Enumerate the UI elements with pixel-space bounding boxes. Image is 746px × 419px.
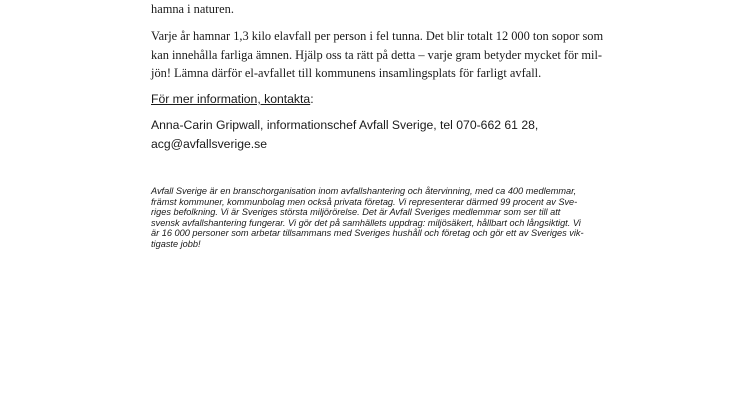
main-paragraph-line: jön! Lämna därför el-avfallet till kommunens insamlingsplats för farligt avfall.: [151, 66, 542, 81]
about-line: främst kommuner, kommunbolag men också privata företag. Vi representerar därmed 99 procent av Sve-: [151, 196, 578, 207]
main-paragraph-line: kan innehålla farliga ämnen. Hjälp oss ta rätt på detta – varje gram betyder mycket för mil-: [151, 47, 603, 62]
contact-email-link[interactable]: acg@avfallsverige.se: [151, 136, 268, 151]
contact-heading: [151, 90, 314, 109]
about-organization: [151, 186, 584, 249]
about-line: är 16 000 personer som arbetar tillsammans med Sveriges hushåll och företag och gör ett av Sveriges vik-: [151, 228, 584, 239]
about-line: riges befolkning. Vi är Sveriges största miljörörelse. Det är Avfall Sveriges medlemmar som ser till att: [151, 207, 561, 218]
about-line: svensk avfallshantering fungerar. Vi gör det på samhällets uppdrag: miljösäkert, hållbart och långsiktigt. Vi: [151, 217, 581, 228]
main-paragraph-line: Varje år hamnar 1,3 kilo elavfall per person i fel tunna. Det blir totalt 12 000 ton sopor som: [151, 29, 604, 43]
contact-heading-label: För mer information, kontakta: [151, 92, 311, 106]
about-line: Avfall Sverige är en branschorganisation inom avfallshantering och återvinning, med ca 400 medlemmar,: [151, 186, 577, 196]
intro-tail-text: hamna i naturen.: [151, 2, 234, 16]
about-line: tigaste jobb!: [151, 238, 201, 249]
contact-person-line: Anna-Carin Gripwall, informationschef Avfall Sverige, tel 070-662 61 28,: [151, 118, 539, 132]
contact-details: [151, 116, 538, 153]
main-paragraph: [151, 27, 671, 83]
contact-heading-colon: :: [310, 92, 314, 106]
